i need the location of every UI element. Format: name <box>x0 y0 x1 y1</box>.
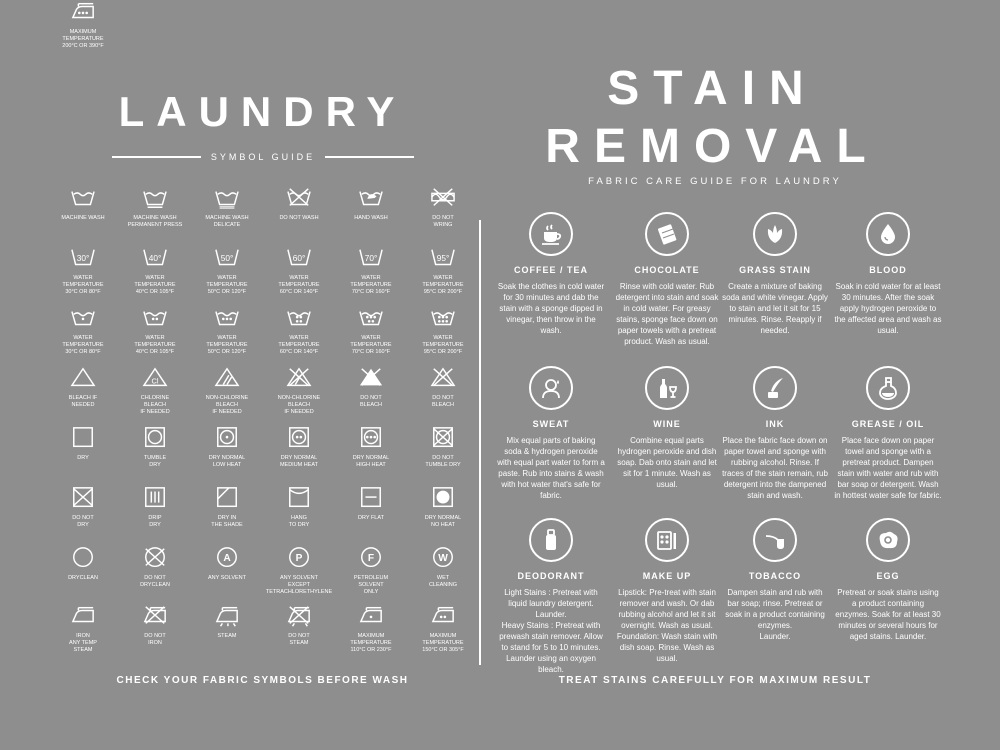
svg-text:A: A <box>223 552 231 564</box>
vertical-divider <box>479 220 481 665</box>
tub-icon <box>68 186 98 210</box>
stain-name: SWEAT <box>532 419 570 429</box>
title-line-1: STAIN <box>607 62 818 115</box>
symbol-label: WATER TEMPERATURE 30°C OR 80°F <box>62 275 104 295</box>
iron-crossed-icon <box>140 604 170 628</box>
stain-name: MAKE UP <box>642 571 692 581</box>
stain-icon-circle <box>866 518 910 562</box>
divider-line <box>325 156 414 158</box>
stain-description: Light Stains : Pretreat with liquid laundry detergent. Launder. Heavy Stains : Pretreat with prewash stain remover. Allow to stand for 5 to 10 minutes. Launder using an oxygen bleach. <box>499 588 603 674</box>
laundry-symbol <box>191 486 263 529</box>
symbol-label: WATER TEMPERATURE 70°C OR 160°F <box>350 275 392 295</box>
symbol-label: DO NOT DRYCLEAN <box>140 575 170 588</box>
drip-dry-icon <box>140 486 170 510</box>
symbol-label: DO NOT TUMBLE DRY <box>425 455 461 468</box>
tumble-dry-icon <box>140 426 170 450</box>
tub-dots-icon <box>284 306 314 330</box>
laundry-symbol <box>191 306 263 356</box>
symbol-label: MACHINE WASH PERMANENT PRESS <box>127 215 183 228</box>
svg-text:Cl: Cl <box>151 376 159 386</box>
stain-entry <box>721 518 829 642</box>
quill-ink-icon <box>762 375 788 401</box>
triangle-lined-icon <box>212 366 242 390</box>
laundry-symbol <box>191 366 263 416</box>
laundry-symbol <box>119 366 191 416</box>
symbol-label: MACHINE WASH DELICATE <box>205 215 249 228</box>
stain-entry <box>721 366 829 501</box>
symbol-label: WATER TEMPERATURE 60°C OR 140°F <box>278 275 320 295</box>
stain-description: Rinse with cold water. Rub detergent into stain and soak in cold water. For greasy stains, sponge face down on paper towels with a pretreat product. Wash as usual. <box>615 282 719 346</box>
symbol-label: BLEACH IF NEEDED <box>68 395 98 408</box>
symbol-label: DO NOT IRON <box>144 633 166 646</box>
stain-description: Create a mixture of baking soda and white vinegar. Apply to stain and let it sit for 15 minutes. Rinse. Reapply if needed. <box>722 282 828 335</box>
laundry-symbol <box>191 246 263 296</box>
stain-name: CHOCOLATE <box>634 265 700 275</box>
symbol-label: MAXIMUM TEMPERATURE 110°C OR 230°F <box>350 633 392 653</box>
tumble-dots-icon <box>284 426 314 450</box>
circle-letter-icon <box>284 546 314 570</box>
laundry-symbol <box>263 366 335 416</box>
tub-delicate-icon <box>212 186 242 210</box>
fabric-care-subtitle: FABRIC CARE GUIDE FOR LAUNDRY <box>588 176 842 187</box>
symbol-label: WATER TEMPERATURE 50°C OR 120°F <box>206 335 248 355</box>
laundry-symbol <box>119 246 191 296</box>
coffee-cup-icon <box>538 221 564 247</box>
blood-drop-icon <box>875 221 901 247</box>
tub-dots-icon <box>68 306 98 330</box>
laundry-symbol <box>407 246 479 296</box>
triangle-cl-icon <box>140 366 170 390</box>
laundry-symbol <box>335 604 407 654</box>
wring-crossed-icon <box>428 186 458 210</box>
stain-description: Soak the clothes in cold water for 30 minutes and dab the stain with a sponge dipped in vinegar, then throw in the wash. <box>497 282 605 335</box>
stain-description: Place the fabric face down on paper towel and sponge with rubbing alcohol. Rinse. If traces of the stain remain, rub detergent into the dampened stain and wash. <box>722 436 828 500</box>
symbol-guide-subtitle <box>112 152 414 162</box>
circle-letter-icon <box>212 546 242 570</box>
svg-text:95°: 95° <box>436 252 450 263</box>
symbol-label: IRON ANY TEMP STEAM <box>69 633 97 653</box>
circle-crossed-icon <box>140 546 170 570</box>
stain-entry <box>834 366 942 501</box>
symbol-label: DRY NORMAL HIGH HEAT <box>352 455 390 468</box>
laundry-symbol <box>47 246 119 296</box>
iron-steam-icon <box>212 604 242 628</box>
symbol-label: DO NOT BLEACH <box>431 395 454 408</box>
laundry-symbol <box>407 486 479 529</box>
laundry-symbol <box>119 486 191 529</box>
stain-entry <box>834 212 942 336</box>
symbol-label: HANG TO DRY <box>288 515 310 528</box>
no-heat-icon <box>428 486 458 510</box>
laundry-symbol <box>47 486 119 529</box>
svg-text:50°: 50° <box>220 252 234 263</box>
symbol-label: DRY NORMAL MEDIUM HEAT <box>279 455 319 468</box>
laundry-symbol <box>119 186 191 229</box>
triangle-crossed-icon <box>428 366 458 390</box>
laundry-symbol <box>407 426 479 469</box>
symbol-label: PETROLEUM SOLVENT ONLY <box>353 575 389 595</box>
stain-icon-circle <box>866 366 910 410</box>
laundry-symbol <box>407 306 479 356</box>
laundry-symbol <box>47 604 119 654</box>
symbol-label: DRYCLEAN <box>68 575 98 581</box>
stain-entry <box>497 366 605 501</box>
stain-name: EGG <box>876 571 900 581</box>
laundry-symbol <box>47 426 119 462</box>
stain-entry <box>613 212 721 347</box>
laundry-symbol <box>335 246 407 296</box>
iron-dots-icon <box>68 0 98 24</box>
title-line-2: REMOVAL <box>545 120 880 173</box>
tub-dots-icon <box>428 306 458 330</box>
symbol-label: MACHINE WASH <box>61 215 105 221</box>
svg-text:60°: 60° <box>292 252 306 263</box>
circle-icon <box>68 546 98 570</box>
tub-temp-icon <box>356 246 386 270</box>
tub-temp-icon <box>284 246 314 270</box>
stain-name: COFFEE / TEA <box>513 265 588 275</box>
laundry-symbol <box>263 426 335 469</box>
laundry-symbol <box>335 366 407 409</box>
stain-entry <box>497 212 605 336</box>
laundry-symbol <box>191 426 263 469</box>
stain-icon-circle <box>645 518 689 562</box>
stain-description: Lipstick: Pre-treat with stain remover and wash. Or dab rubbing alcohol and let it sit overnight. Wash as usual. Foundation: Wash stain with dish soap. Rinse. Wash as usual. <box>616 588 718 663</box>
iron-icon <box>68 604 98 628</box>
stain-icon-circle <box>529 212 573 256</box>
laundry-symbol <box>119 426 191 469</box>
laundry-symbol <box>119 306 191 356</box>
laundry-symbol <box>47 0 119 50</box>
triangle-icon <box>68 366 98 390</box>
tub-temp-icon <box>428 246 458 270</box>
tobacco-pipe-icon <box>762 527 788 553</box>
laundry-symbol <box>407 366 479 409</box>
laundry-symbol <box>263 246 335 296</box>
symbol-label: WATER TEMPERATURE 40°C OR 105°F <box>134 335 176 355</box>
laundry-symbol <box>47 366 119 409</box>
laundry-symbol <box>263 306 335 356</box>
symbol-label: TUMBLE DRY <box>143 455 167 468</box>
stain-icon-circle <box>866 212 910 256</box>
stain-entry <box>834 518 942 642</box>
square-crossed-icon <box>68 486 98 510</box>
tub-dots-icon <box>212 306 242 330</box>
stain-description: Place face down on paper towel and sponge with a pretreat product. Dampen stain with water and rub with bar soap or detergent. Wash in hottest water safe for fabric. <box>834 436 942 500</box>
symbol-label: WATER TEMPERATURE 40°C OR 105°F <box>134 275 176 295</box>
symbol-label: MAXIMUM TEMPERATURE 200°C OR 390°F <box>62 29 104 49</box>
tub-temp-icon <box>68 246 98 270</box>
symbol-guide-text: SYMBOL GUIDE <box>210 152 316 162</box>
laundry-symbol <box>335 486 407 522</box>
symbol-label: DO NOT DRY <box>72 515 94 528</box>
tumble-crossed-icon <box>428 426 458 450</box>
tub-dots-icon <box>140 306 170 330</box>
tumble-dots-icon <box>212 426 242 450</box>
laundry-symbol <box>263 186 335 222</box>
right-footer: TREAT STAINS CAREFULLY FOR MAXIMUM RESULT <box>558 675 872 686</box>
symbol-label: STEAM <box>217 633 237 639</box>
left-footer: CHECK YOUR FABRIC SYMBOLS BEFORE WASH <box>116 675 409 686</box>
laundry-symbol <box>263 546 335 596</box>
stain-name: GRASS STAIN <box>739 265 811 275</box>
tub-hand-icon <box>356 186 386 210</box>
symbol-label: DRIP DRY <box>148 515 162 528</box>
laundry-symbol <box>191 186 263 229</box>
tub-crossed-icon <box>284 186 314 210</box>
laundry-symbol <box>407 546 479 589</box>
laundry-symbol <box>191 604 263 640</box>
hang-dry-icon <box>284 486 314 510</box>
tumble-dots-icon <box>356 426 386 450</box>
laundry-symbol <box>407 604 479 654</box>
dry-flat-icon <box>356 486 386 510</box>
square-icon <box>68 426 98 450</box>
laundry-symbol <box>335 546 407 596</box>
stain-removal-title <box>500 60 925 176</box>
symbol-label: NON-CHLORINE BLEACH IF NEEDED <box>277 395 321 415</box>
laundry-symbol <box>191 546 263 582</box>
stain-name: DEODORANT <box>517 571 585 581</box>
stain-icon-circle <box>529 366 573 410</box>
laundry-symbol <box>47 186 119 222</box>
svg-text:F: F <box>367 552 375 564</box>
stain-name: TOBACCO <box>748 571 802 581</box>
symbol-label: ANY SOLVENT <box>207 575 246 581</box>
svg-text:70°: 70° <box>364 252 378 263</box>
stain-description: Combine equal parts hydrogen peroxide and dish soap. Dab onto stain and let sit for 1 minute. Wash as usual. <box>617 436 717 489</box>
symbol-label: DO NOT WRING <box>432 215 454 228</box>
symbol-label: DO NOT BLEACH <box>359 395 382 408</box>
sweat-person-icon <box>538 375 564 401</box>
symbol-label: DO NOT STEAM <box>288 633 310 646</box>
laundry-symbol <box>263 604 335 647</box>
stain-entry <box>613 518 721 664</box>
laundry-symbol <box>119 546 191 589</box>
symbol-label: WATER TEMPERATURE 95°C OR 200°F <box>422 275 464 295</box>
makeup-palette-icon <box>654 527 680 553</box>
deodorant-icon <box>538 527 564 553</box>
shade-dry-icon <box>212 486 242 510</box>
laundry-title: LAUNDRY <box>118 88 407 135</box>
symbol-label: ANY SOLVENT EXCEPT TETRACHLORETHYLENE <box>265 575 333 595</box>
triangle-filled-crossed-icon <box>356 366 386 390</box>
stain-icon-circle <box>529 518 573 562</box>
circle-letter-icon <box>356 546 386 570</box>
symbol-label: DRY NORMAL LOW HEAT <box>208 455 246 468</box>
symbol-label: DO NOT WASH <box>279 215 319 221</box>
symbol-label: WATER TEMPERATURE 50°C OR 120°F <box>206 275 248 295</box>
stain-entry <box>613 366 721 490</box>
symbol-label: WATER TEMPERATURE 70°C OR 160°F <box>350 335 392 355</box>
laundry-symbol <box>407 186 479 229</box>
leaf-icon <box>762 221 788 247</box>
laundry-symbol <box>335 426 407 469</box>
tub-temp-icon <box>140 246 170 270</box>
stain-name: BLOOD <box>869 265 907 275</box>
laundry-symbol <box>335 306 407 356</box>
svg-text:30°: 30° <box>76 252 90 263</box>
laundry-symbol <box>263 486 335 529</box>
tub-dots-icon <box>356 306 386 330</box>
triangle-lined-crossed-icon <box>284 366 314 390</box>
oil-flask-icon <box>875 375 901 401</box>
divider-line <box>112 156 201 158</box>
stain-name: WINE <box>653 419 681 429</box>
symbol-label: HAND WASH <box>354 215 388 221</box>
svg-text:40°: 40° <box>148 252 162 263</box>
iron-steam-crossed-icon <box>284 604 314 628</box>
iron-dots-icon <box>428 604 458 628</box>
stain-icon-circle <box>645 212 689 256</box>
symbol-label: MAXIMUM TEMPERATURE 150°C OR 305°F <box>422 633 464 653</box>
stain-icon-circle <box>645 366 689 410</box>
laundry-symbol <box>47 546 119 582</box>
stain-description: Soak in cold water for at least 30 minutes. After the soak apply hydrogen peroxide to the affected area and wash as usual. <box>834 282 942 335</box>
stain-description: Pretreat or soak stains using a product containing enzymes. Soak for at least 30 minutes or several hours for aged stains. Launder. <box>835 588 941 641</box>
stain-entry <box>721 212 829 336</box>
symbol-label: DRY FLAT <box>358 515 384 521</box>
wine-bottle-icon <box>654 375 680 401</box>
symbol-label: WATER TEMPERATURE 60°C OR 140°F <box>278 335 320 355</box>
tub-permanent-press-icon <box>140 186 170 210</box>
fried-egg-icon <box>875 527 901 553</box>
stain-description: Mix equal parts of baking soda & hydrogen peroxide with equal part water to form a paste. Rub into stains & wash with hot water that's safe for fabric. <box>497 436 605 500</box>
circle-letter-icon <box>428 546 458 570</box>
symbol-label: WATER TEMPERATURE 95°C OR 200°F <box>422 335 464 355</box>
stain-name: INK <box>765 419 785 429</box>
stain-icon-circle <box>753 212 797 256</box>
stain-icon-circle <box>753 366 797 410</box>
symbol-label: NON-CHLORINE BLEACH IF NEEDED <box>205 395 249 415</box>
stain-name: GREASE / OIL <box>851 419 925 429</box>
stain-description: Dampen stain and rub with bar soap; rinse. Pretreat or soak in a product containing enzymes. Launder. <box>725 588 825 641</box>
laundry-symbol <box>335 186 407 222</box>
symbol-label: CHLORINE BLEACH IF NEEDED <box>140 395 170 415</box>
symbol-label: WATER TEMPERATURE 30°C OR 80°F <box>62 335 104 355</box>
symbol-label: DRY <box>77 455 89 461</box>
chocolate-bar-icon <box>654 221 680 247</box>
laundry-symbol <box>119 604 191 647</box>
svg-text:W: W <box>438 552 448 564</box>
symbol-label: WET CLEANING <box>428 575 458 588</box>
stain-icon-circle <box>753 518 797 562</box>
symbol-label: DRY NORMAL NO HEAT <box>424 515 462 528</box>
laundry-symbol <box>47 306 119 356</box>
stain-entry <box>497 518 605 675</box>
symbol-label: DRY IN THE SHADE <box>211 515 243 528</box>
svg-text:P: P <box>295 552 303 564</box>
iron-dots-icon <box>356 604 386 628</box>
tub-temp-icon <box>212 246 242 270</box>
